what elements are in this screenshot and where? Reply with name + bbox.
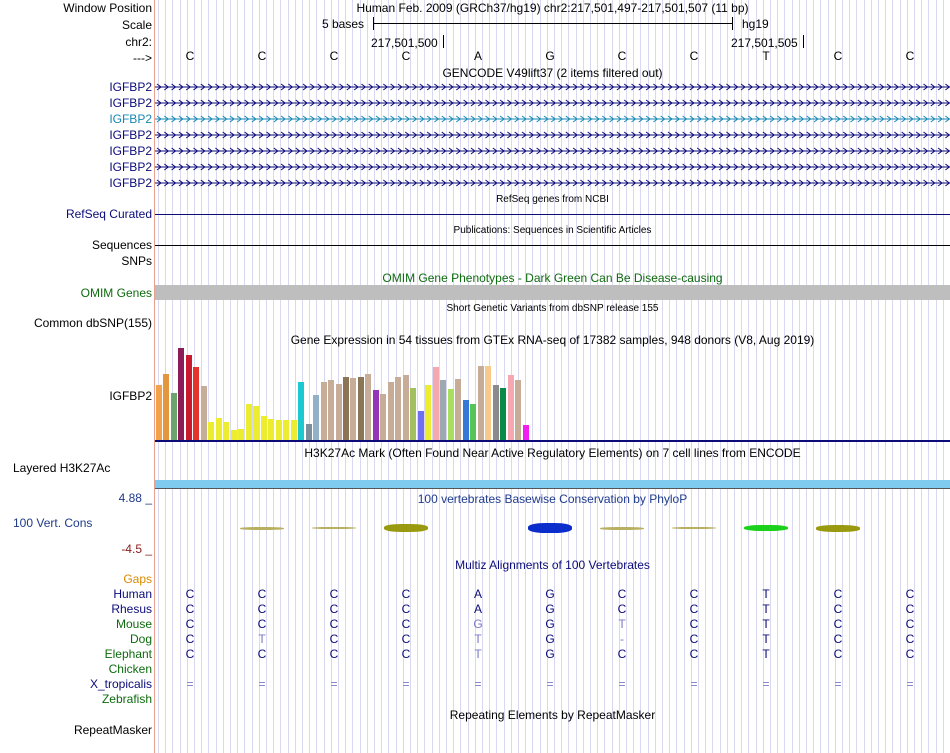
grid-line	[568, 0, 569, 753]
omim-track-title: OMIM Gene Phenotypes - Dark Green Can Be Disease-causing	[382, 271, 723, 285]
reference-base: C	[329, 49, 339, 63]
gtex-tissue-bar[interactable]	[171, 393, 177, 440]
gtex-tissue-bar[interactable]	[470, 404, 476, 440]
alignment-base: =	[690, 677, 698, 691]
alignment-base: T	[474, 632, 482, 646]
gencode-gene-label[interactable]: IGFBP2	[109, 112, 152, 126]
phylop-base-g	[528, 523, 572, 533]
alignment-base: G	[545, 617, 555, 631]
grid-line	[928, 0, 929, 753]
gtex-tissue-bar[interactable]	[500, 388, 506, 440]
alignment-base: C	[257, 602, 267, 616]
gtex-tissue-bar[interactable]	[395, 377, 401, 440]
alignment-base: =	[834, 677, 842, 691]
alignment-base: C	[185, 632, 195, 646]
gtex-tissue-bar[interactable]	[455, 379, 461, 440]
alignment-base: C	[833, 647, 843, 661]
species-label[interactable]: X_tropicalis	[89, 677, 152, 691]
gtex-tissue-bar[interactable]	[238, 429, 244, 440]
alignment-base: T	[762, 617, 770, 631]
grid-line	[734, 0, 735, 753]
alignment-base: C	[689, 647, 699, 661]
reference-base: C	[401, 49, 411, 63]
alignment-base: C	[329, 647, 339, 661]
gtex-tissue-bar[interactable]	[261, 416, 267, 440]
alignment-base: C	[329, 587, 339, 601]
grid-line	[633, 0, 634, 753]
phylop-base-c	[240, 527, 284, 530]
grid-line	[777, 0, 778, 753]
chrom-label: chr2:	[125, 35, 152, 49]
grid-line	[590, 0, 591, 753]
grid-line	[792, 0, 793, 753]
gtex-tissue-bar[interactable]	[343, 377, 349, 440]
alignment-base: C	[833, 632, 843, 646]
grid-line	[669, 0, 670, 753]
species-label[interactable]: Chicken	[108, 662, 152, 676]
phylop-base-c	[600, 527, 644, 530]
alignment-base: C	[617, 587, 627, 601]
grid-line	[720, 0, 721, 753]
gtex-bar-chart[interactable]	[155, 348, 555, 440]
alignment-base: C	[401, 602, 411, 616]
scale-label: Scale	[121, 18, 152, 32]
gtex-tissue-bar[interactable]	[380, 394, 386, 440]
alignment-base: C	[401, 587, 411, 601]
gtex-tissue-bar[interactable]	[350, 378, 356, 440]
ruler-tick-label-1: 217,501,500	[371, 36, 438, 50]
gencode-transcript-3[interactable]	[155, 115, 950, 123]
alignment-base: A	[473, 602, 482, 616]
gtex-tissue-bar[interactable]	[478, 366, 484, 440]
alignment-base: G	[545, 587, 555, 601]
gtex-tissue-bar[interactable]	[418, 411, 424, 440]
gtex-tissue-bar[interactable]	[276, 420, 282, 440]
grid-line	[806, 0, 807, 753]
alignment-base: C	[329, 632, 339, 646]
gtex-tissue-bar[interactable]	[201, 386, 207, 440]
gencode-gene-label[interactable]: IGFBP2	[109, 80, 152, 94]
assembly-text: hg19	[742, 17, 769, 31]
gtex-tissue-bar[interactable]	[433, 367, 439, 440]
grid-line	[813, 0, 814, 753]
strand-label: --->	[133, 51, 152, 65]
grid-line	[655, 0, 656, 753]
gtex-tissue-bar[interactable]	[515, 380, 521, 440]
sequences-track-label[interactable]: Sequences	[91, 238, 152, 252]
ruler-tick-1	[443, 35, 444, 48]
gtex-tissue-bar[interactable]	[365, 374, 371, 440]
alignment-base: C	[905, 647, 915, 661]
grid-line	[561, 0, 562, 753]
window-position-label: Window Position	[63, 1, 152, 15]
refseq-transcript-line[interactable]	[155, 214, 950, 215]
alignment-base: =	[258, 677, 266, 691]
multiz-track-title: Multiz Alignments of 100 Vertebrates	[455, 558, 650, 572]
gencode-track-title: GENCODE V49lift37 (2 items filtered out)	[442, 66, 663, 80]
alignment-base: T	[762, 632, 770, 646]
gencode-gene-label[interactable]: IGFBP2	[109, 96, 152, 110]
ruler-tick-2	[803, 35, 804, 48]
grid-line	[921, 0, 922, 753]
alignment-base: G	[473, 617, 483, 631]
alignment-base: =	[618, 677, 626, 691]
species-label[interactable]: Mouse	[115, 617, 152, 631]
gtex-tissue-bar[interactable]	[208, 422, 214, 440]
grid-line	[583, 0, 584, 753]
sequences-feature-line[interactable]	[155, 245, 950, 246]
gtex-tissue-bar[interactable]	[425, 385, 431, 440]
alignment-base: C	[689, 617, 699, 631]
species-label[interactable]: Dog	[129, 632, 152, 646]
grid-line	[705, 0, 706, 753]
gtex-baseline	[155, 440, 950, 442]
gtex-tissue-bar[interactable]	[508, 375, 514, 440]
alignment-base: =	[186, 677, 194, 691]
alignment-base: C	[689, 587, 699, 601]
gtex-tissue-bar[interactable]	[523, 425, 529, 440]
reference-base: G	[545, 49, 555, 63]
alignment-base: C	[833, 587, 843, 601]
h3k27ac-signal[interactable]	[155, 480, 950, 488]
scale-bar-left-cap	[373, 17, 374, 30]
grid-line	[604, 0, 605, 753]
phylop-base-c	[312, 527, 356, 529]
gencode-gene-label[interactable]: IGFBP2	[109, 176, 152, 190]
snps-track-label[interactable]: SNPs	[121, 254, 152, 268]
species-label[interactable]: Rhesus	[111, 602, 152, 616]
reference-base: A	[473, 49, 482, 63]
gtex-tissue-bar[interactable]	[388, 382, 394, 440]
alignment-base: =	[906, 677, 914, 691]
alignment-base: T	[258, 632, 266, 646]
grid-line	[576, 0, 577, 753]
omim-genes-track-label[interactable]: OMIM Genes	[80, 286, 152, 300]
gtex-tissue-bar[interactable]	[403, 375, 409, 440]
scale-bases-text: 5 bases	[322, 17, 365, 31]
alignment-base: T	[618, 617, 626, 631]
gtex-tissue-bar[interactable]	[231, 430, 237, 440]
alignment-base: C	[833, 617, 843, 631]
gtex-tissue-bar[interactable]	[291, 420, 297, 440]
repeatmasker-track-title: Repeating Elements by RepeatMasker	[449, 708, 656, 722]
reference-base: C	[257, 49, 267, 63]
alignment-base: C	[401, 617, 411, 631]
grid-line	[748, 0, 749, 753]
gtex-tissue-bar[interactable]	[223, 422, 229, 440]
grid-line	[871, 0, 872, 753]
reference-base: C	[185, 49, 195, 63]
alignment-base: =	[762, 677, 770, 691]
gencode-transcript-6[interactable]	[155, 163, 950, 171]
grid-line	[648, 0, 649, 753]
alignment-base: T	[762, 587, 770, 601]
grid-line	[676, 0, 677, 753]
gencode-transcript-5[interactable]	[155, 147, 950, 155]
common-dbsnp-track-label[interactable]: Common dbSNP(155)	[33, 316, 152, 330]
gtex-tissue-bar[interactable]	[440, 380, 446, 440]
gtex-tissue-bar[interactable]	[410, 388, 416, 440]
publications-track-title: Publications: Sequences in Scientific Articles	[453, 225, 652, 236]
gtex-tissue-bar[interactable]	[485, 366, 491, 440]
gencode-transcript-4[interactable]	[155, 131, 950, 139]
gencode-transcript-1[interactable]	[155, 83, 950, 91]
conservation-track-label[interactable]: 100 Vert. Cons	[13, 516, 93, 530]
alignment-base: G	[545, 602, 555, 616]
gencode-gene-label[interactable]: IGFBP2	[109, 160, 152, 174]
alignment-base: C	[257, 647, 267, 661]
gtex-tissue-bar[interactable]	[163, 374, 169, 440]
alignment-base: -	[620, 632, 624, 646]
phylop-base-t	[744, 525, 788, 531]
refseq-track-title: RefSeq genes from NCBI	[496, 194, 609, 205]
conservation-min-label: -4.5 _	[121, 542, 152, 556]
gtex-tissue-bar[interactable]	[448, 389, 454, 440]
alignment-base: T	[762, 602, 770, 616]
gtex-tissue-bar[interactable]	[193, 367, 199, 440]
alignment-base: C	[185, 602, 195, 616]
alignment-base: C	[689, 632, 699, 646]
gencode-transcript-2[interactable]	[155, 99, 950, 107]
alignment-base: T	[474, 647, 482, 661]
phylop-base-c	[384, 524, 428, 532]
alignment-base: T	[762, 647, 770, 661]
h3k27ac-baseline	[155, 488, 950, 489]
grid-line	[784, 0, 785, 753]
browser-image-panel[interactable]	[155, 0, 950, 753]
grid-line	[597, 0, 598, 753]
alignment-base: C	[905, 602, 915, 616]
grid-line	[943, 0, 944, 753]
alignment-base: C	[185, 617, 195, 631]
ruler-tick-label-2: 217,501,505	[731, 36, 798, 50]
gtex-track-title: Gene Expression in 54 tissues from GTEx RNA-seq of 17382 samples, 948 donors (V8, Aug 2019)	[290, 333, 815, 347]
alignment-base: C	[905, 587, 915, 601]
reference-base: C	[905, 49, 915, 63]
reference-base: C	[689, 49, 699, 63]
alignment-base: C	[329, 617, 339, 631]
species-label[interactable]: Elephant	[104, 647, 152, 661]
alignment-base: =	[474, 677, 482, 691]
alignment-base: C	[257, 617, 267, 631]
gtex-tissue-bar[interactable]	[156, 385, 162, 440]
phylop-base-c	[672, 527, 716, 529]
gtex-tissue-bar[interactable]	[313, 395, 319, 440]
gtex-tissue-bar[interactable]	[463, 400, 469, 440]
alignment-base: =	[402, 677, 410, 691]
gtex-tissue-bar[interactable]	[306, 424, 312, 440]
gtex-tissue-bar[interactable]	[336, 384, 342, 440]
grid-line	[712, 0, 713, 753]
gencode-gene-label[interactable]: IGFBP2	[109, 128, 152, 142]
grid-line	[662, 0, 663, 753]
alignment-base: C	[401, 632, 411, 646]
reference-base: C	[833, 49, 843, 63]
gtex-tissue-bar[interactable]	[373, 390, 379, 440]
gtex-tissue-bar[interactable]	[493, 385, 499, 440]
grid-line	[892, 0, 893, 753]
grid-line	[849, 0, 850, 753]
gtex-tissue-bar[interactable]	[328, 380, 334, 440]
phylop-base-c	[816, 525, 860, 532]
gtex-tissue-bar[interactable]	[216, 418, 222, 440]
gtex-tissue-bar[interactable]	[298, 382, 304, 440]
grid-line	[864, 0, 865, 753]
alignment-base: C	[617, 647, 627, 661]
alignment-base: C	[185, 647, 195, 661]
grid-line	[820, 0, 821, 753]
alignment-base: G	[545, 632, 555, 646]
repeatmasker-track-label[interactable]: RepeatMasker	[73, 723, 152, 737]
species-label[interactable]: Zebrafish	[101, 692, 152, 706]
alignment-base: C	[833, 602, 843, 616]
alignment-base: A	[473, 587, 482, 601]
grid-line	[878, 0, 879, 753]
alignment-base: C	[185, 587, 195, 601]
track-label-column	[0, 0, 154, 753]
refseq-track-label[interactable]: RefSeq Curated	[65, 207, 152, 221]
gtex-tissue-bar[interactable]	[246, 404, 252, 440]
gencode-transcript-7[interactable]	[155, 179, 950, 187]
grid-line	[741, 0, 742, 753]
window-position-text: Human Feb. 2009 (GRCh37/hg19) chr2:217,501,497-217,501,507 (11 bp)	[356, 1, 749, 15]
grid-line	[885, 0, 886, 753]
gencode-gene-label[interactable]: IGFBP2	[109, 144, 152, 158]
alignment-base: C	[689, 602, 699, 616]
h3k27ac-track-title: H3K27Ac Mark (Often Found Near Active Regulatory Elements) on 7 cell lines from ENCODE	[304, 446, 801, 460]
grid-line	[856, 0, 857, 753]
reference-base: C	[617, 49, 627, 63]
dbsnp-track-title: Short Genetic Variants from dbSNP release 155	[446, 303, 659, 314]
alignment-base: C	[905, 617, 915, 631]
gtex-tissue-bar[interactable]	[358, 377, 364, 440]
grid-line	[936, 0, 937, 753]
omim-gene-block[interactable]	[155, 285, 950, 300]
scale-bar	[373, 23, 733, 24]
phylop-track-title: 100 vertebrates Basewise Conservation by PhyloP	[417, 492, 688, 506]
gtex-tissue-bar[interactable]	[178, 348, 184, 440]
alignment-base: C	[401, 647, 411, 661]
grid-line	[799, 0, 800, 753]
gaps-label: Gaps	[123, 572, 152, 586]
alignment-base: C	[617, 602, 627, 616]
gtex-gene-label[interactable]: IGFBP2	[109, 389, 152, 403]
gtex-tissue-bar[interactable]	[321, 382, 327, 440]
gtex-tissue-bar[interactable]	[253, 406, 259, 440]
h3k27ac-track-label[interactable]: Layered H3K27Ac	[13, 461, 111, 475]
gtex-tissue-bar[interactable]	[268, 419, 274, 440]
alignment-base: C	[257, 587, 267, 601]
grid-line	[640, 0, 641, 753]
alignment-base: C	[329, 602, 339, 616]
species-label[interactable]: Human	[113, 587, 152, 601]
grid-line	[727, 0, 728, 753]
alignment-base: C	[905, 632, 915, 646]
gtex-tissue-bar[interactable]	[186, 355, 192, 440]
conservation-max-label: 4.88 _	[118, 491, 152, 505]
scale-bar-right-cap	[732, 17, 733, 30]
gtex-tissue-bar[interactable]	[283, 420, 289, 440]
reference-base: T	[762, 49, 770, 63]
alignment-base: G	[545, 647, 555, 661]
alignment-base: =	[546, 677, 554, 691]
alignment-base: =	[330, 677, 338, 691]
